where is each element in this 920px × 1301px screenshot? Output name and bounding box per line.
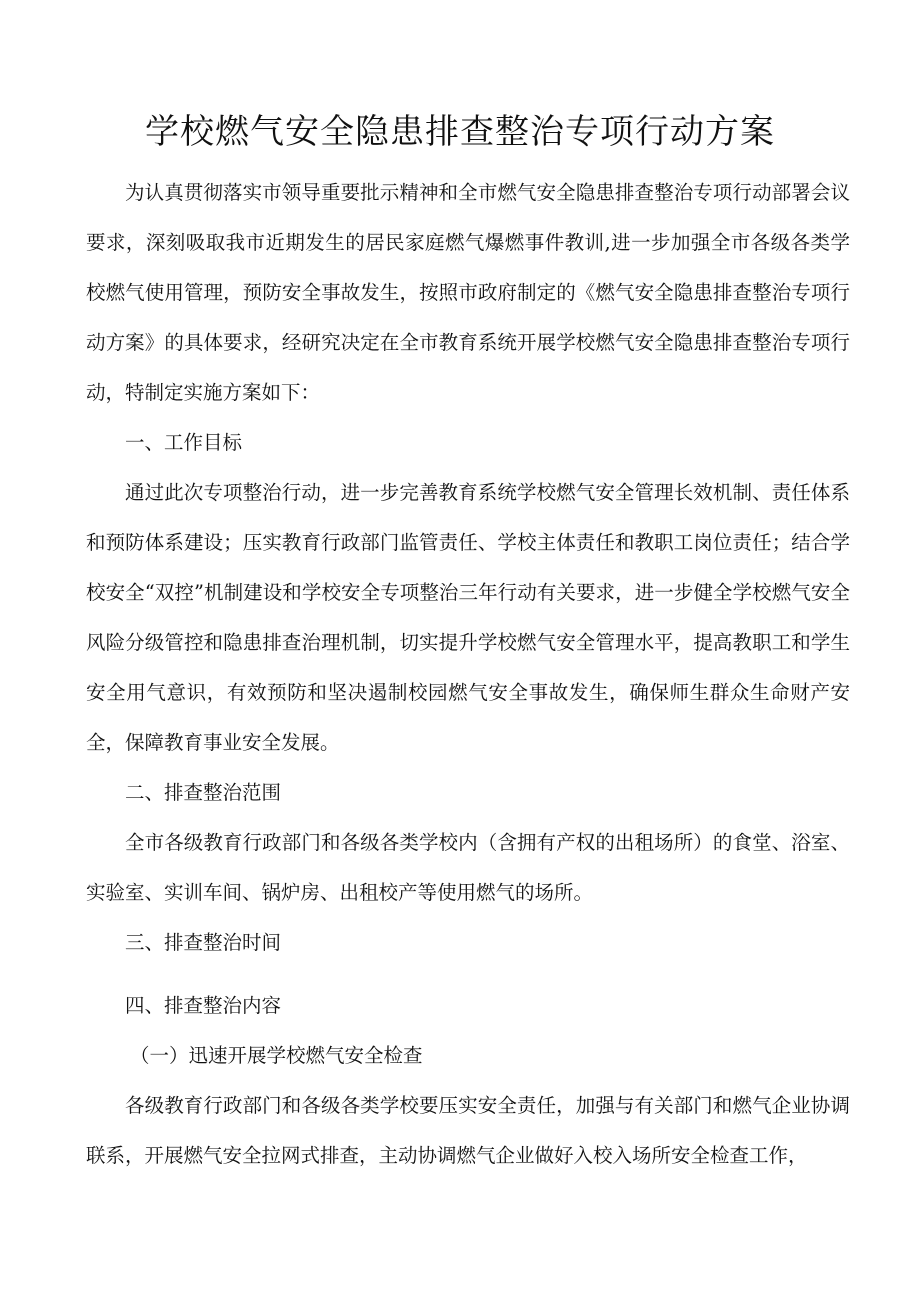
intro-paragraph: 为认真贯彻落实市领导重要批示精神和全市燃气安全隐患排查整治专项行动部署会议要求，深刻吸取我市近期发生的居民家庭燃气爆燃事件教训,进一步加强全市各级各类学校燃气使用管理，预防安全事故发生，按照市政府制定的《燃气安全隐患排查整治专项行动方案》的具体要求，经研究决定在全市教育系统开展学校燃气安全隐患排查整治专项行动，特制定实施方案如下： <box>86 181 850 404</box>
section-spacer <box>86 968 850 981</box>
section-heading-content: 四、排查整治内容 <box>125 994 282 1017</box>
subsection-heading-inspection: （一）迅速开展学校燃气安全检查 <box>130 1044 423 1067</box>
section-heading-scope: 二、排查整治范围 <box>125 781 282 804</box>
goals-paragraph: 通过此次专项整治行动，进一步完善教育系统学校燃气安全管理长效机制、责任体系和预防体系建设；压实教育行政部门监管责任、学校主体责任和教职工岗位责任；结合学校安全“双控”机制建设和学校安全专项整治三年行动有关要求，进一步健全学校燃气安全风险分级管控和隐患排查治理机制，切实提升学校燃气安全管理水平，提高教职工和学生安全用气意识，有效预防和坚决遏制校园燃气安全事故发生，确保师生群众生命财产安全，保障教育事业安全发展。 <box>86 481 850 754</box>
section-heading-goals: 一、工作目标 <box>125 431 243 454</box>
inspection-paragraph: 各级教育行政部门和各级各类学校要压实安全责任，加强与有关部门和燃气企业协调联系，开展燃气安全拉网式排查，主动协调燃气企业做好入校入场所安全检查工作， <box>86 1094 850 1167</box>
document-title: 学校燃气安全隐患排查整治专项行动方案 <box>145 112 775 152</box>
scope-paragraph: 全市各级教育行政部门和各级各类学校内（含拥有产权的出租场所）的食堂、浴室、实验室、实训车间、锅炉房、出租校产等使用燃气的场所。 <box>86 831 850 904</box>
document-body <box>86 168 850 1181</box>
section-heading-time: 三、排查整治时间 <box>125 931 282 954</box>
